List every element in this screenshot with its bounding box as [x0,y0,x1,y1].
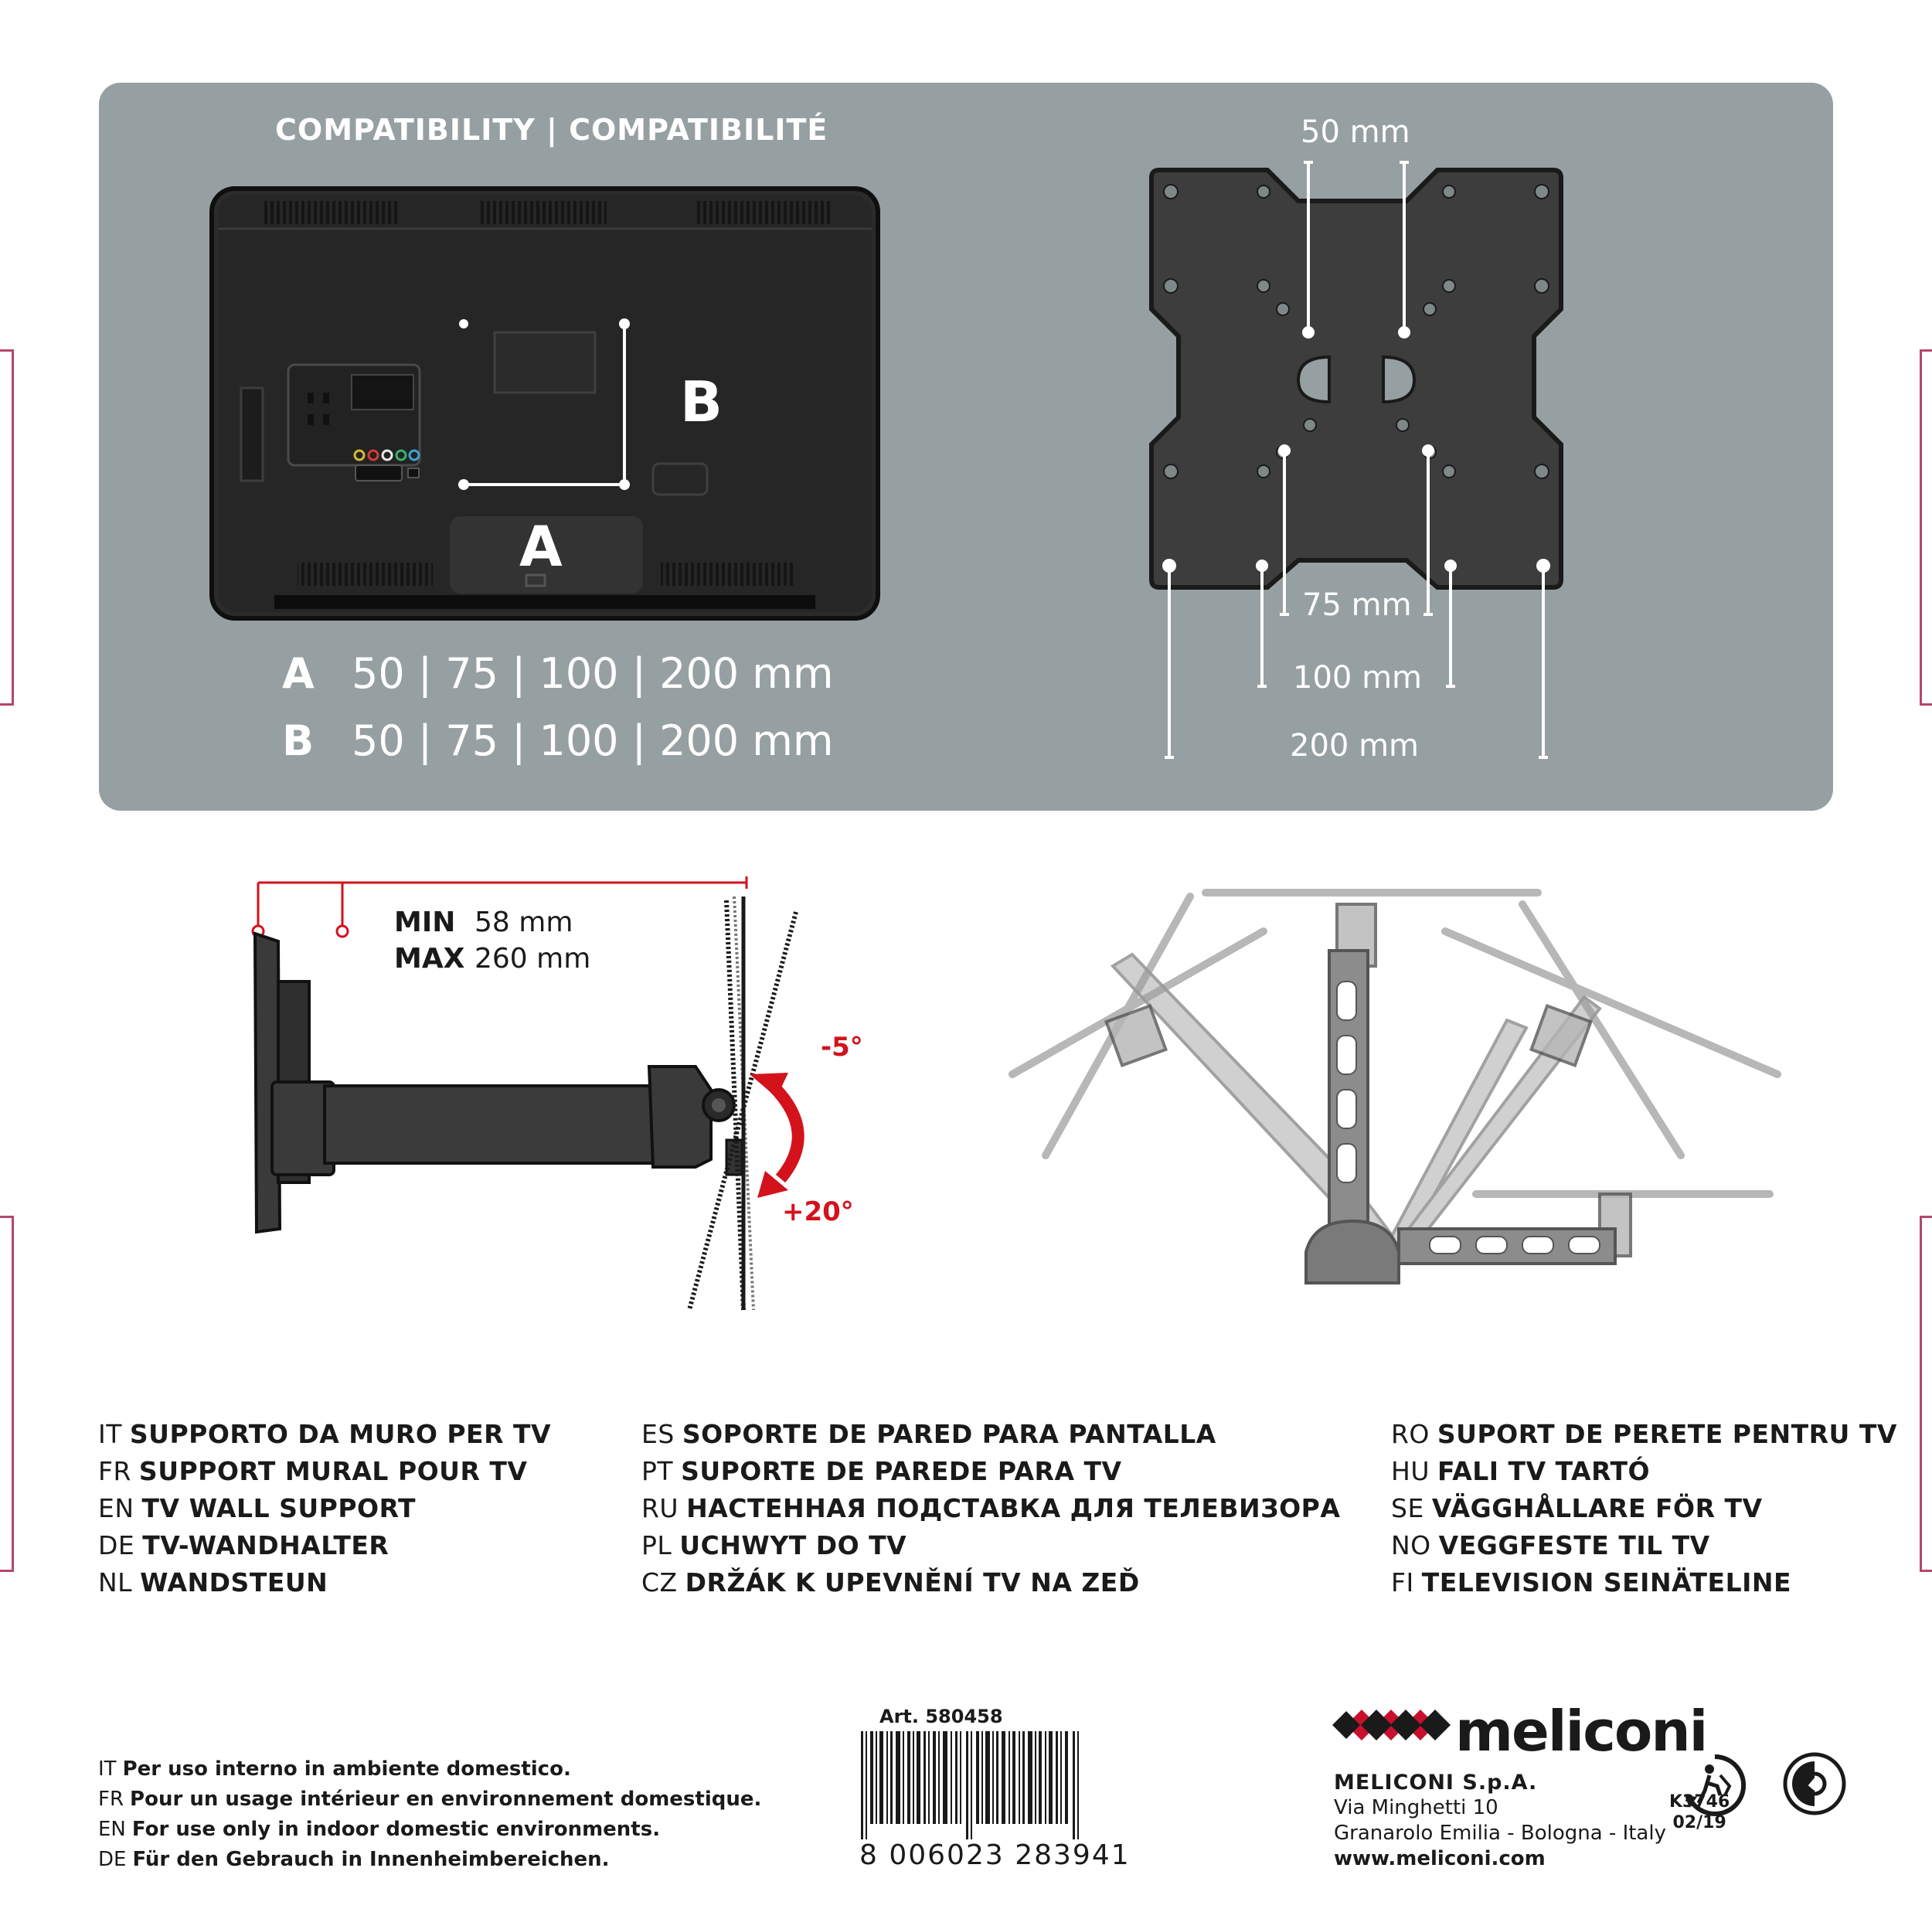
title-text: НАСТЕННАЯ ПОДСТАВКА ДЛЯ ТЕЛЕВИЗОРА [686,1493,1341,1523]
tilt-up-label: -5° [821,1032,863,1063]
title-code: RO [1391,1419,1430,1449]
title-code: ES [641,1419,675,1449]
note-it [98,1754,761,1785]
spec-values-b: 50 | 75 | 100 | 200 mm [352,716,834,765]
title-code: SE [1391,1493,1424,1523]
depth-max-label: MAX [394,943,465,975]
title-en [98,1490,551,1527]
depth-min-value: 58 mm [474,907,573,938]
title-text: FALI TV TARTÓ [1437,1456,1651,1486]
title-fi [1391,1564,1897,1601]
title-text: DRŽÁK K UPEVNĚNÍ TV NA ZEĎ [685,1567,1140,1597]
note-text: Für den Gebrauch in Innenheimbereichen. [132,1848,610,1871]
compatibility-title: COMPATIBILITY | COMPATIBILITÉ [275,113,828,147]
note-en [98,1815,761,1845]
title-text: SUPPORTO DA MURO PER TV [129,1419,552,1449]
vesa-label-75: 75 mm [1302,587,1412,623]
titles-col-3 [1391,1416,1897,1601]
title-text: SUPORTE DE PAREDE PARA TV [681,1456,1122,1486]
spec-key-a: A [282,649,315,698]
title-text: TV-WANDHALTER [142,1530,389,1560]
note-text: For use only in indoor domestic environments. [131,1818,661,1841]
note-fr [98,1785,761,1815]
side-mark-right-bottom [1920,1216,1932,1572]
package-code [1669,1791,1730,1833]
titles-col-2 [641,1416,1340,1601]
swivel-diagram [997,889,1793,1291]
vesa-label-50: 50 mm [1301,114,1410,150]
title-code: CZ [641,1567,678,1597]
company-info [1334,1770,1666,1872]
title-nl [98,1564,551,1601]
company-website[interactable]: www.meliconi.com [1334,1847,1546,1870]
meliconi-logo-icon [1331,1697,1454,1753]
title-code: DE [98,1530,135,1560]
title-es [641,1416,1340,1453]
package-code-date: 02/19 [1672,1813,1726,1832]
side-mark-right-top [1920,349,1932,706]
title-text: VÄGGHÅLLARE FÖR TV [1431,1493,1763,1523]
tv-label-b: B [680,369,723,434]
spec-row-b [282,716,834,765]
title-it [98,1416,551,1453]
side-mark-left-top [0,349,14,706]
barcode-digits: 8 006023 283941 [859,1839,1131,1871]
title-code: HU [1391,1456,1430,1486]
title-fr [98,1453,551,1490]
title-text: UCHWYT DO TV [679,1530,907,1560]
barcode [858,1731,1090,1839]
note-code: DE [98,1848,127,1871]
spec-values-a: 50 | 75 | 100 | 200 mm [352,649,834,698]
title-text: TV WALL SUPPORT [141,1493,417,1523]
depth-max [394,943,590,975]
note-code: FR [98,1788,124,1811]
title-ro [1391,1416,1897,1453]
spec-key-b: B [282,716,315,765]
titles-col-1 [98,1416,551,1601]
depth-max-value: 260 mm [474,943,591,975]
title-hu [1391,1453,1897,1490]
green-dot-icon [1781,1751,1848,1817]
article-number: Art. 580458 [879,1706,1003,1727]
note-code: EN [98,1818,126,1841]
depth-min-label: MIN [394,907,456,938]
usage-notes [98,1754,761,1875]
title-code: NL [98,1567,133,1597]
vesa-label-100: 100 mm [1293,660,1422,696]
title-code: NO [1391,1530,1431,1560]
company-city: Granarolo Emilia - Bologna - Italy [1334,1822,1666,1845]
title-code: EN [98,1493,134,1523]
package-code-number: K3746 [1669,1792,1730,1812]
title-cz [641,1564,1340,1601]
note-code: IT [98,1757,117,1781]
spec-row-a [282,649,834,698]
title-text: SOPORTE DE PARED PARA PANTALLA [682,1419,1216,1449]
note-text: Per uso interno in ambiente domestico. [122,1757,571,1781]
note-text: Pour un usage intérieur en environnement domestique. [130,1788,762,1811]
title-text: WANDSTEUN [140,1567,328,1597]
title-code: PL [641,1530,672,1560]
tilt-down-label: +20° [782,1196,854,1227]
company-street: Via Minghetti 10 [1334,1796,1498,1819]
title-code: FI [1391,1567,1414,1597]
depth-min [394,907,573,938]
title-code: FR [98,1456,131,1486]
tv-back-illustration [209,185,889,626]
title-code: PT [641,1456,674,1486]
title-se [1391,1490,1897,1527]
vesa-label-200: 200 mm [1290,728,1419,764]
title-code: RU [641,1493,679,1523]
tv-label-a: A [519,514,563,579]
title-de [98,1527,551,1564]
title-ru [641,1490,1340,1527]
title-text: VEGGFESTE TIL TV [1438,1530,1710,1560]
meliconi-logo: meliconi [1455,1699,1707,1764]
title-text: SUPORT DE PERETE PENTRU TV [1437,1419,1897,1449]
title-pl [641,1527,1340,1564]
company-name: MELICONI S.p.A. [1334,1771,1538,1795]
title-pt [641,1453,1340,1490]
note-de [98,1845,761,1875]
side-mark-left-bottom [0,1216,14,1572]
title-no [1391,1527,1897,1564]
title-code: IT [98,1419,122,1449]
title-text: SUPPORT MURAL POUR TV [138,1456,528,1486]
title-text: TELEVISION SEINÄTELINE [1421,1567,1792,1597]
